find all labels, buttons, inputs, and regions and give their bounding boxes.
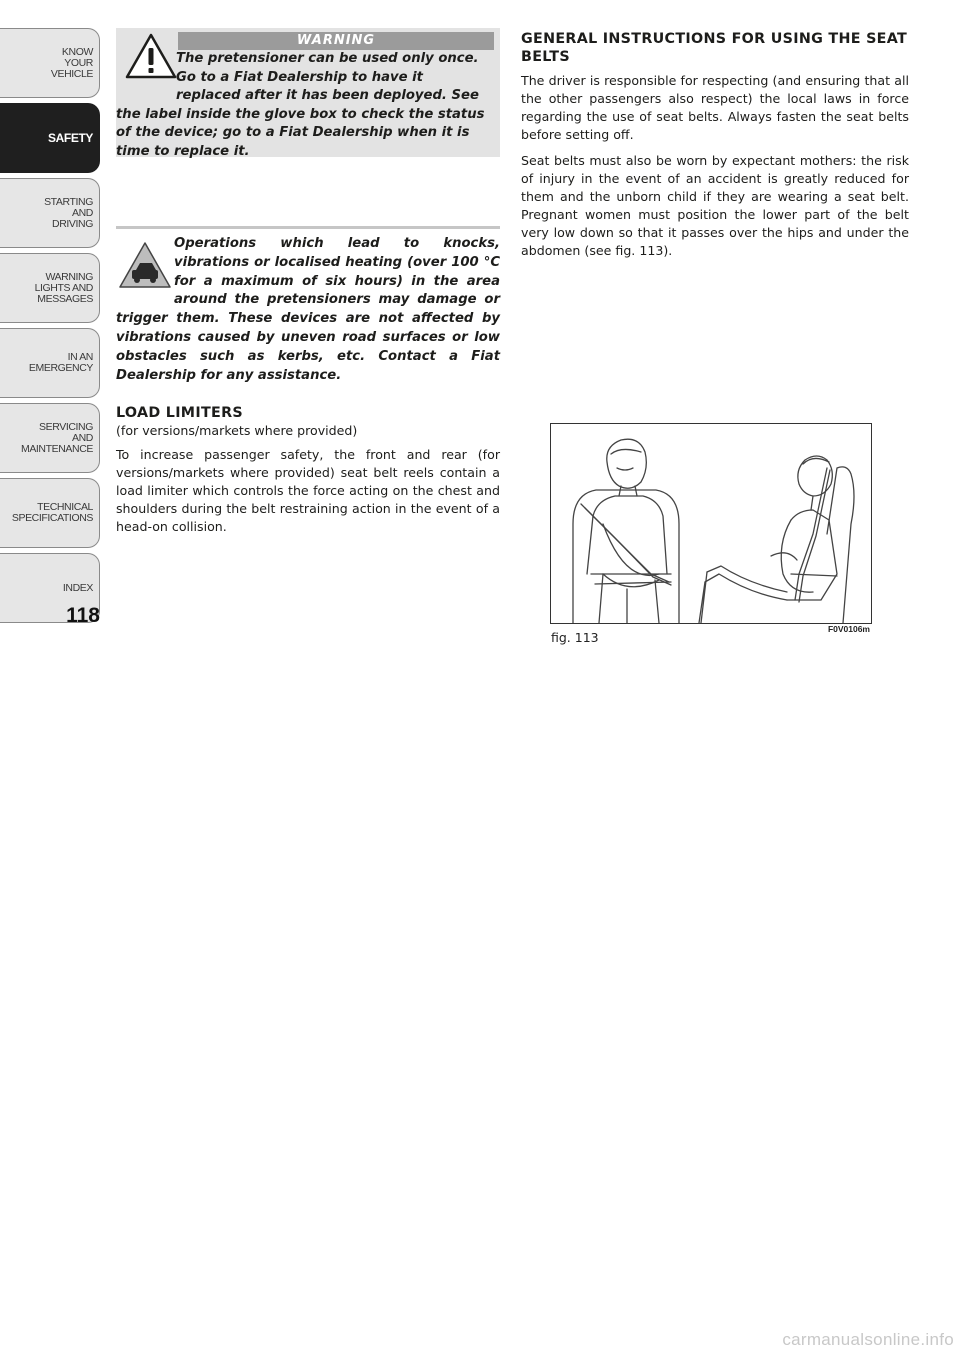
section-subheading: (for versions/markets where provided) — [116, 423, 358, 438]
tab-label: TECHNICAL SPECIFICATIONS — [11, 501, 93, 524]
figure-seatbelt-pregnant-woman — [550, 423, 872, 624]
tab-label: IN AN EMERGENCY — [28, 351, 93, 374]
tab-warning-lights-and-messages[interactable] — [0, 253, 100, 323]
tab-label: SAFETY — [48, 130, 93, 145]
section-divider — [116, 226, 500, 229]
tab-safety[interactable] — [0, 103, 100, 173]
paragraph: Seat belts must also be worn by expectant mothers: the risk of injury in the event of an accident is greatly reduced for them and the unborn child if they are wearing a seat belt. Pregnant women must position the lower part of the belt very low down so that it passes over the hips and under the abdomen (see fig. 113). — [521, 153, 909, 258]
section-body: To increase passenger safety, the front and rear (for versions/markets where provided) seat belt reels contain a load limiter which controls the force acting on the chest and shoulders during the belt restraining action in the event of a head-on collision. — [116, 447, 500, 534]
paragraph: The driver is responsible for respecting (and ensuring that all the other passengers also respect) the local laws in force regarding the use of seat belts. Always fasten the seat belts before setting off. — [521, 73, 909, 142]
tab-servicing-and-maintenance[interactable] — [0, 403, 100, 473]
warning-banner: WARNING — [178, 32, 494, 50]
watermark: carmanualsonline.info — [782, 1330, 954, 1349]
caution-text: Operations which lead to knocks, vibrations or localised heating (over 100 °C for a maximum of six hours) in the area around the pretensioners may damage or trigger them. These devices are not affected by vibrations caused by uneven road surfaces or low obstacles such as kerbs, etc. Contact a Fiat Dealership for any assistance. — [116, 236, 500, 383]
section-heading: GENERAL INSTRUCTIONS FOR USING THE SEAT BELTS — [521, 31, 908, 65]
figure-code: F0V0106m — [827, 624, 870, 634]
tab-label: STARTING AND DRIVING — [44, 195, 93, 230]
tab-label: SERVICING AND MAINTENANCE — [20, 420, 93, 455]
page-number: 118 — [66, 604, 100, 627]
vehicle-caution-icon — [116, 237, 174, 295]
tab-know-your-vehicle[interactable] — [0, 28, 100, 98]
tab-label: INDEX — [62, 581, 93, 594]
figure-caption: fig. 113 — [551, 630, 599, 645]
tab-label: KNOW YOUR VEHICLE — [50, 45, 93, 80]
general-instructions-section — [521, 30, 909, 260]
tab-label: WARNING LIGHTS AND MESSAGES — [34, 270, 93, 305]
warning-box — [116, 28, 500, 157]
tab-starting-and-driving[interactable] — [0, 178, 100, 248]
caution-block — [116, 235, 500, 385]
warning-text: The pretensioner can be used only once. Go to a Fiat Dealership to have it replaced after it has been deployed. See the label inside the glove box to check the status of the device; go to a Fiat Dealership when it is time to replace it. — [116, 51, 485, 159]
section-heading: LOAD LIMITERS — [116, 405, 243, 421]
load-limiters-section — [116, 404, 500, 536]
seatbelt-illustration — [551, 424, 871, 623]
tab-technical-specifications[interactable] — [0, 478, 100, 548]
warning-text-block — [116, 50, 500, 161]
tab-in-an-emergency[interactable] — [0, 328, 100, 398]
